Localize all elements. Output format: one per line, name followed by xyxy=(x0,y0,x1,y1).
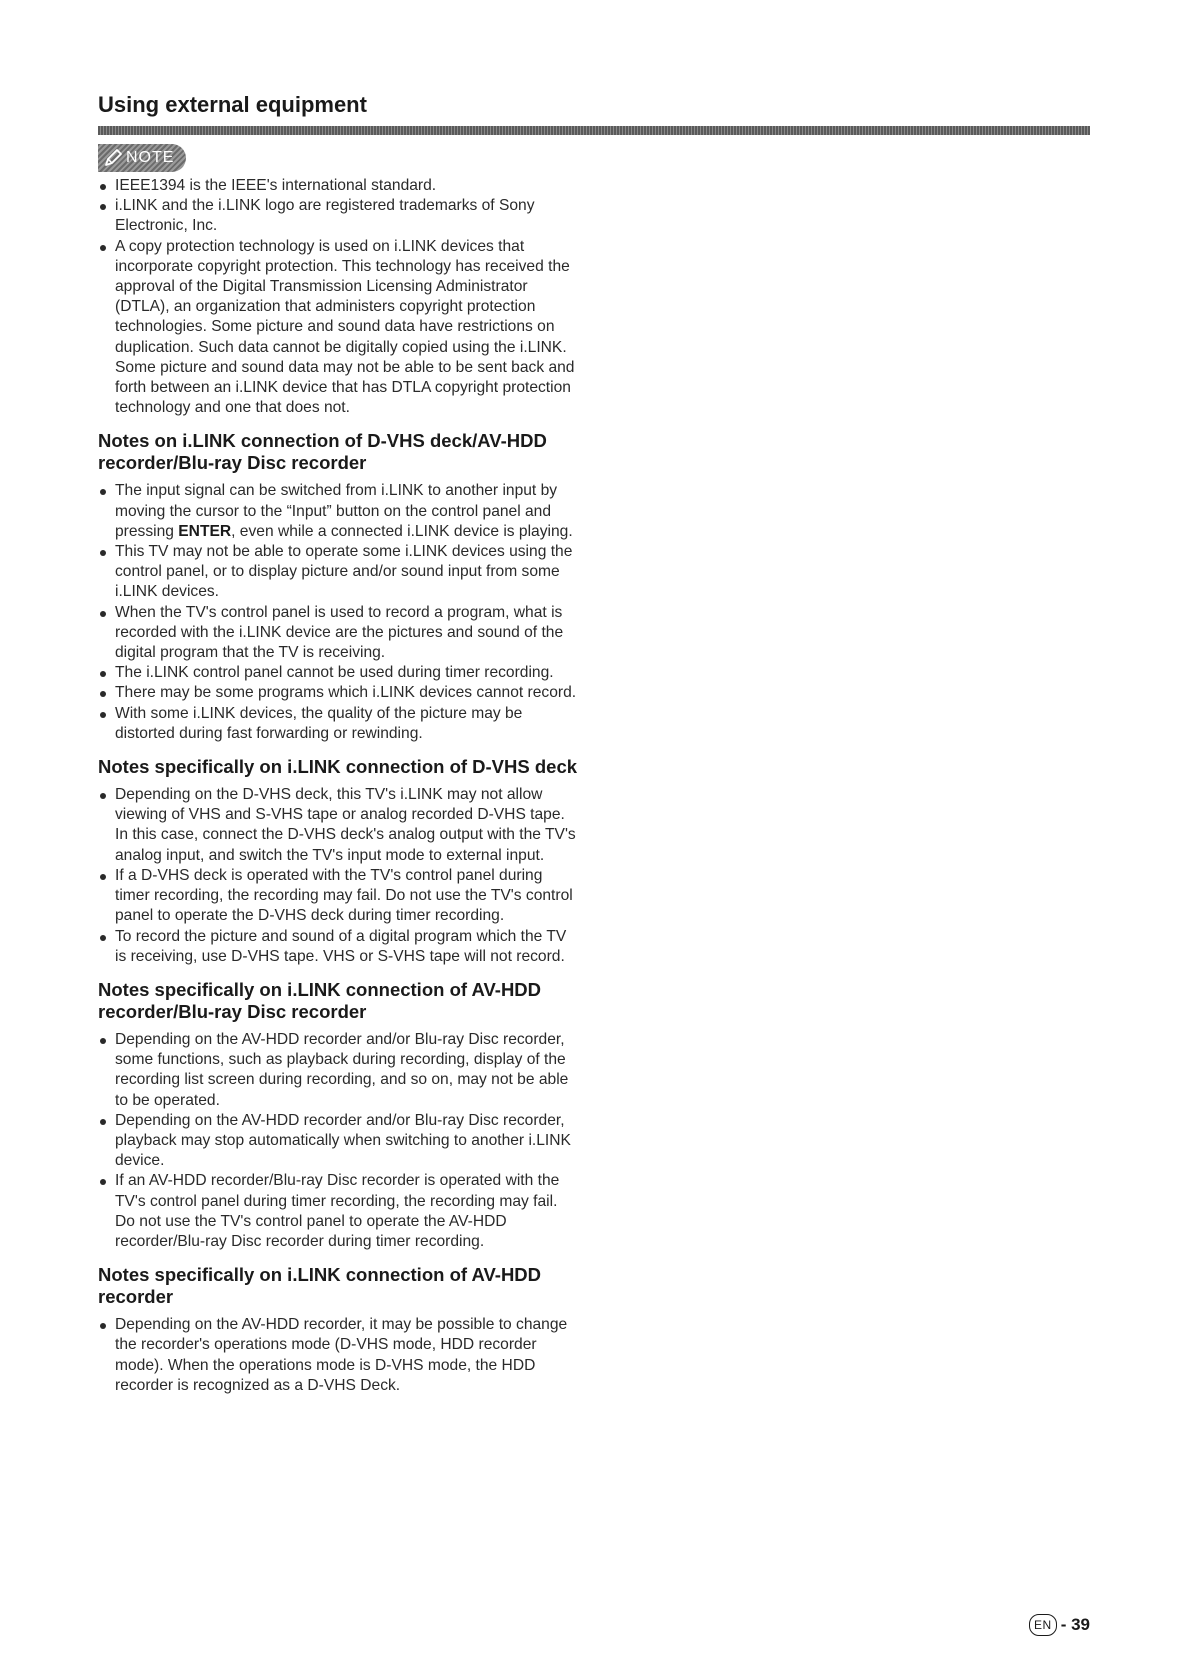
note-badge xyxy=(98,144,186,172)
list-item: Depending on the D-VHS deck, this TV's i.LINK may not allow viewing of VHS and S-VHS tape or analog recorded D-VHS tape. In this case, connect the D-VHS deck's analog output with the TV's analog input, and switch the TV's input mode to external input. xyxy=(98,785,580,866)
page-title: Using external equipment xyxy=(98,92,367,117)
list-item: When the TV's control panel is used to record a program, what is recorded with the i.LINK device are the pictures and sound of the digital program that the TV is receiving. xyxy=(98,603,580,664)
title-rule xyxy=(98,126,1090,135)
list-item: A copy protection technology is used on i.LINK devices that incorporate copyright protection. This technology has received the approval of the Digital Transmission Licensing Administrator (DTLA), an organization that administers copyright protection technologies. Some picture and sound data have restrictions on duplication. Such data cannot be digitally copied using the i.LINK. Some picture and sound data may not be able to be sent back and forth between an i.LINK device that has DTLA copyright protection technology and one that does not. xyxy=(98,237,580,419)
list-item: Depending on the AV-HDD recorder and/or Blu-ray Disc recorder, playback may stop automatically when switching to another i.LINK device. xyxy=(98,1111,580,1172)
section-heading: Notes on i.LINK connection of D-VHS deck/AV-HDD recorder/Blu-ray Disc recorder xyxy=(98,430,547,474)
item-text: The input signal can be switched from i.LINK to another input by moving the cursor to the “Input” button on the control panel and pressing xyxy=(115,482,558,540)
list-item: Depending on the AV-HDD recorder and/or Blu-ray Disc recorder, some functions, such as playback during recording, display of the recording list screen during recording, and so on, may not be able to be operated. xyxy=(98,1030,580,1111)
page-number-text: - 39 xyxy=(1060,1615,1090,1634)
list-item: If a D-VHS deck is operated with the TV's control panel during timer recording, the recording may fail. Do not use the TV's control panel to operate the D-VHS deck during timer recording. xyxy=(98,866,580,927)
section-heading: Notes specifically on i.LINK connection of D-VHS deck xyxy=(98,756,578,778)
list-item: Depending on the AV-HDD recorder, it may be possible to change the recorder's operations mode (D-VHS mode, HDD recorder mode). When the operations mode is D-VHS mode, the HDD recorder is recognized as a D-VHS Deck. xyxy=(98,1315,580,1396)
content-column xyxy=(98,176,580,1396)
item-text: , even while a connected i.LINK device is playing. xyxy=(231,522,573,540)
list-item: This TV may not be able to operate some i.LINK devices using the control panel, or to display picture and/or sound input from some i.LINK devices. xyxy=(98,542,580,603)
section-list xyxy=(98,785,580,967)
list-item: There may be some programs which i.LINK devices cannot record. xyxy=(98,683,580,703)
pencil-icon xyxy=(102,147,124,169)
list-item: The i.LINK control panel cannot be used during timer recording. xyxy=(98,663,580,683)
list-item xyxy=(98,481,580,542)
list-item: To record the picture and sound of a digital program which the TV is receiving, use D-VHS tape. VHS or S-VHS tape will not record. xyxy=(98,927,580,967)
section-list xyxy=(98,1315,580,1396)
list-item: IEEE1394 is the IEEE's international standard. xyxy=(98,176,580,196)
section-list xyxy=(98,481,580,744)
section-heading: Notes specifically on i.LINK connection of AV-HDD recorder/Blu-ray Disc recorder xyxy=(98,978,542,1022)
section-heading: Notes specifically on i.LINK connection of AV-HDD recorder xyxy=(98,1264,542,1308)
note-list xyxy=(98,176,580,418)
page-number xyxy=(1029,1614,1090,1636)
list-item: With some i.LINK devices, the quality of the picture may be distorted during fast forwarding or rewinding. xyxy=(98,704,580,744)
list-item: i.LINK and the i.LINK logo are registered trademarks of Sony Electronic, Inc. xyxy=(98,196,580,236)
enter-key-label: ENTER xyxy=(178,522,232,540)
language-badge: EN xyxy=(1029,1614,1057,1636)
section-list xyxy=(98,1030,580,1252)
note-label: NOTE xyxy=(126,149,175,166)
list-item: If an AV-HDD recorder/Blu-ray Disc recorder is operated with the TV's control panel during timer recording, the recording may fail. Do not use the TV's control panel to operate the AV-HDD recorder/Blu-ray Disc recorder during timer recording. xyxy=(98,1171,580,1252)
